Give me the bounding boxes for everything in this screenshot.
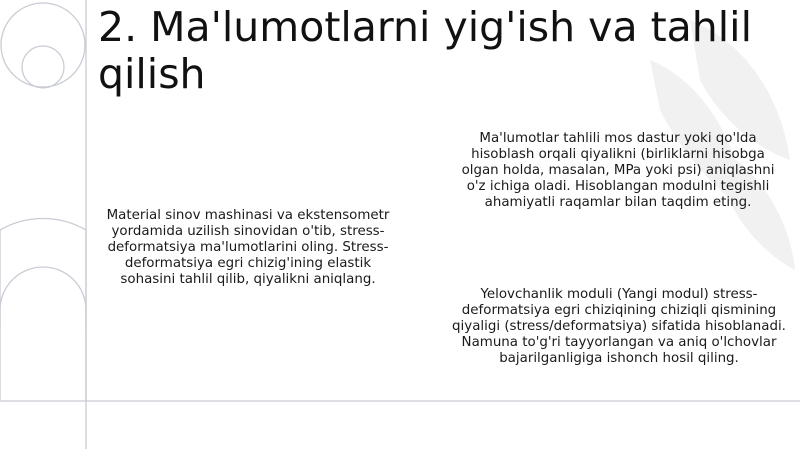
decor-arch-outer: [0, 218, 86, 330]
slide-title: 2. Ma'lumotlarni yig'ish va tahlil qilish: [98, 3, 752, 98]
paragraph-left: Material sinov mashinasi va ekstensometr yordamida uzilish sinovidan o'tib, stress-deformatsiya ma'lumotlarini oling. Stress-deformatsiya egri chizig'ining elastik sohasini tahlil qilib, qiyalikni aniqlang.: [106, 208, 390, 287]
decor-circle-small: [22, 46, 64, 88]
decor-circle-large: [1, 3, 85, 87]
decor-arch-inner: [0, 267, 86, 401]
paragraph-right-top: Ma'lumotlar tahlili mos dastur yoki qo'lda hisoblash orqali qiyalikni (birliklarni hisobga olgan holda, masalan, MPa yoki psi) aniqlashni o'z ichiga oladi. Hisoblangan modulni tegishli ahamiyatli raqamlar bilan taqdim eting.: [461, 131, 775, 210]
paragraph-right-bottom: Yelovchanlik moduli (Yangi modul) stress-deformatsiya egri chiziqining chiziqli qismining qiyaligi (stress/deformatsiya) sifatida hisoblanadi. Namuna to'g'ri tayyorlangan va aniq o'lchovlar bajarilganligiga ishonch hosil qiling.: [452, 287, 786, 366]
